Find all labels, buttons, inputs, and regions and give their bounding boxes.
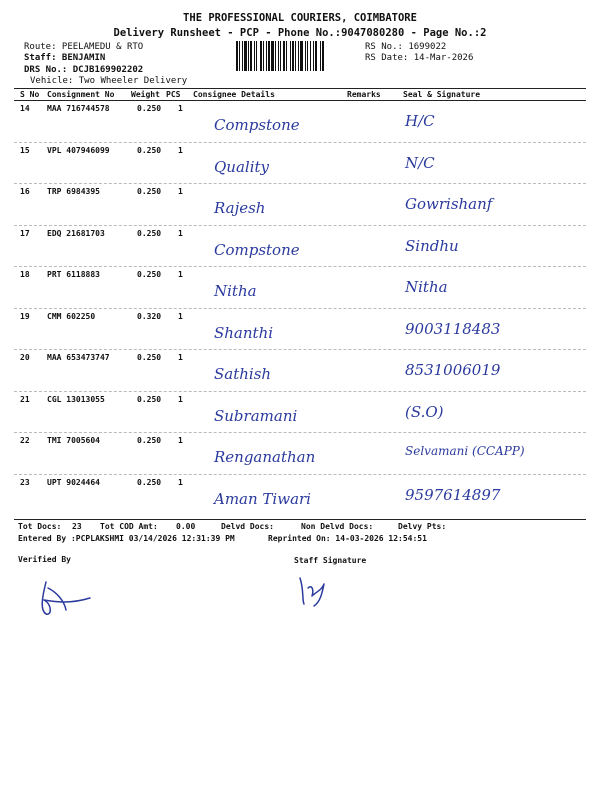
row-weight: 0.250 — [137, 394, 162, 404]
row-weight: 0.250 — [137, 477, 162, 487]
entered-by: Entered By :PCPLAKSHMI 03/14/2026 12:31:39 PM — [18, 534, 235, 543]
barcode-bar — [256, 41, 257, 71]
company-title: THE PROFESSIONAL COURIERS, COIMBATORE — [183, 12, 417, 24]
barcode-bar — [300, 41, 303, 71]
barcode-bar — [236, 41, 238, 71]
row-consignee-handwriting: Quality — [214, 157, 269, 176]
row-pcs: 1 — [178, 353, 183, 362]
row-sno: 16 — [20, 187, 30, 196]
delvy-pts-label: Delvy Pts: — [398, 522, 447, 531]
staff-signature — [296, 570, 336, 610]
row-separator — [14, 142, 586, 143]
barcode-bar — [260, 41, 262, 71]
row-consignee-handwriting: Rajesh — [214, 199, 266, 217]
row-consignee-handwriting: Compstone — [214, 240, 300, 259]
reprinted-on: Reprinted On: 14-03-2026 12:54:51 — [268, 534, 427, 543]
barcode-bar — [298, 41, 299, 71]
row-separator — [14, 474, 586, 475]
row-sno: 22 — [20, 436, 30, 445]
barcode-bar — [305, 41, 306, 71]
row-consignee-handwriting: Nitha — [214, 282, 257, 300]
tot-docs-value: 23 — [72, 522, 82, 531]
barcode-bar — [307, 41, 308, 71]
runsheet-subtitle: Delivery Runsheet - PCP - Phone No.:9047080280 - Page No.:2 — [113, 27, 487, 39]
col-remarks: Remarks — [347, 90, 381, 99]
row-consignee-handwriting: Renganathan — [214, 448, 316, 466]
header-bottom-rule — [14, 100, 586, 101]
row-pcs: 1 — [178, 187, 183, 196]
col-consignee: Consignee Details — [193, 90, 275, 99]
row-sno: 17 — [20, 228, 30, 238]
rs-number: RS No.: 1699022 — [365, 42, 447, 52]
row-sno: 21 — [20, 394, 30, 404]
row-consignment-no: PRT 6118883 — [47, 270, 100, 279]
route-text: Route: PEELAMEDU & RTO — [24, 42, 144, 52]
col-seal-signature: Seal & Signature — [403, 90, 481, 99]
row-weight: 0.250 — [137, 228, 162, 238]
staff-text: Staff: BENJAMIN — [24, 53, 106, 63]
barcode-bar — [313, 41, 314, 71]
vehicle-text: Vehicle: Two Wheeler Delivery — [30, 76, 188, 86]
row-separator — [14, 349, 586, 350]
row-consignment-no: TRP 6984395 — [47, 187, 100, 196]
col-pcs: PCS — [166, 90, 181, 99]
tot-cod-value: 0.00 — [176, 522, 196, 531]
row-pcs: 1 — [178, 477, 183, 487]
row-signature-handwriting: H/C — [405, 112, 435, 130]
col-sno: S No — [20, 90, 40, 99]
row-sno: 15 — [20, 145, 30, 155]
row-pcs: 1 — [178, 436, 183, 445]
row-signature-handwriting: N/C — [405, 153, 435, 172]
row-signature-handwriting: Sindhu — [405, 236, 459, 255]
barcode-bar — [250, 41, 252, 71]
tot-docs-label: Tot Docs: — [18, 522, 62, 531]
barcode-bar — [286, 41, 287, 71]
row-consignee-handwriting: Sathish — [214, 365, 272, 383]
row-weight: 0.250 — [137, 145, 162, 155]
barcode-bar — [263, 41, 264, 71]
drs-number: DRS No.: DCJB169902202 — [24, 65, 144, 75]
row-consignment-no: VPL 407946099 — [47, 145, 110, 155]
col-consignment: Consignment No — [47, 90, 115, 99]
row-consignment-no: MAA 716744578 — [47, 104, 110, 113]
staff-signature-label: Staff Signature — [294, 556, 367, 565]
verified-signature — [36, 580, 96, 620]
barcode-bar — [242, 41, 243, 71]
barcode-bar — [266, 41, 267, 71]
barcode-bar — [283, 41, 285, 71]
barcode-bar — [320, 41, 321, 71]
row-weight: 0.320 — [137, 311, 162, 321]
row-consignment-no: EDQ 21681703 — [47, 228, 105, 238]
barcode-bar — [310, 41, 311, 71]
row-consignee-handwriting: Aman Tiwari — [214, 489, 311, 508]
barcode-bar — [239, 41, 240, 71]
row-pcs: 1 — [178, 104, 183, 113]
row-weight: 0.250 — [137, 187, 162, 196]
barcode-bar — [280, 41, 281, 71]
row-signature-handwriting: 9003118483 — [405, 319, 501, 338]
barcode-bar — [244, 41, 247, 71]
row-pcs: 1 — [178, 228, 183, 238]
row-consignment-no: CGL 13013055 — [47, 394, 105, 404]
row-consignment-no: TMI 7005604 — [47, 436, 100, 445]
row-consignment-no: CMM 602250 — [47, 311, 96, 321]
row-signature-handwriting: (S.O) — [405, 402, 444, 421]
tot-cod-label: Tot COD Amt: — [100, 522, 158, 531]
row-signature-handwriting: Selvamani (CCAPP) — [405, 444, 525, 458]
barcode-bar — [248, 41, 249, 71]
row-weight: 0.250 — [137, 270, 162, 279]
row-consignee-handwriting: Shanthi — [214, 323, 274, 342]
row-signature-handwriting: Gowrishanf — [405, 195, 493, 213]
rs-date: RS Date: 14-Mar-2026 — [365, 53, 474, 63]
row-sno: 19 — [20, 311, 30, 321]
row-separator — [14, 391, 586, 392]
row-signature-handwriting: Nitha — [405, 278, 448, 296]
barcode-bar — [278, 41, 279, 71]
delvd-docs-label: Delvd Docs: — [221, 522, 274, 531]
footer-rule — [14, 519, 586, 520]
row-sno: 14 — [20, 104, 30, 113]
row-signature-handwriting: 8531006019 — [405, 361, 501, 379]
row-weight: 0.250 — [137, 104, 162, 113]
row-separator — [14, 266, 586, 267]
row-consignment-no: UPT 9024464 — [47, 477, 100, 487]
barcode-bar — [271, 41, 274, 71]
barcode-bar — [295, 41, 296, 71]
col-weight: Weight — [131, 90, 160, 99]
barcode-bar — [315, 41, 317, 71]
table-top-rule — [14, 88, 586, 89]
non-delvd-docs-label: Non Delvd Docs: — [301, 522, 374, 531]
barcode — [236, 41, 362, 71]
barcode-bar — [275, 41, 276, 71]
row-separator — [14, 308, 586, 309]
row-consignee-handwriting: Subramani — [214, 406, 298, 425]
barcode-bar — [254, 41, 255, 71]
barcode-bar — [292, 41, 294, 71]
barcode-bar — [268, 41, 270, 71]
barcode-bar — [322, 41, 324, 71]
row-pcs: 1 — [178, 145, 183, 155]
row-pcs: 1 — [178, 270, 183, 279]
row-consignment-no: MAA 653473747 — [47, 353, 110, 362]
row-sno: 18 — [20, 270, 30, 279]
row-weight: 0.250 — [137, 353, 162, 362]
row-pcs: 1 — [178, 394, 183, 404]
row-separator — [14, 225, 586, 226]
row-sno: 23 — [20, 477, 30, 487]
barcode-bar — [290, 41, 291, 71]
row-sno: 20 — [20, 353, 30, 362]
row-weight: 0.250 — [137, 436, 162, 445]
verified-by-label: Verified By — [18, 555, 71, 564]
row-consignee-handwriting: Compstone — [214, 116, 300, 134]
row-separator — [14, 183, 586, 184]
row-pcs: 1 — [178, 311, 183, 321]
row-signature-handwriting: 9597614897 — [405, 485, 501, 504]
row-separator — [14, 432, 586, 433]
